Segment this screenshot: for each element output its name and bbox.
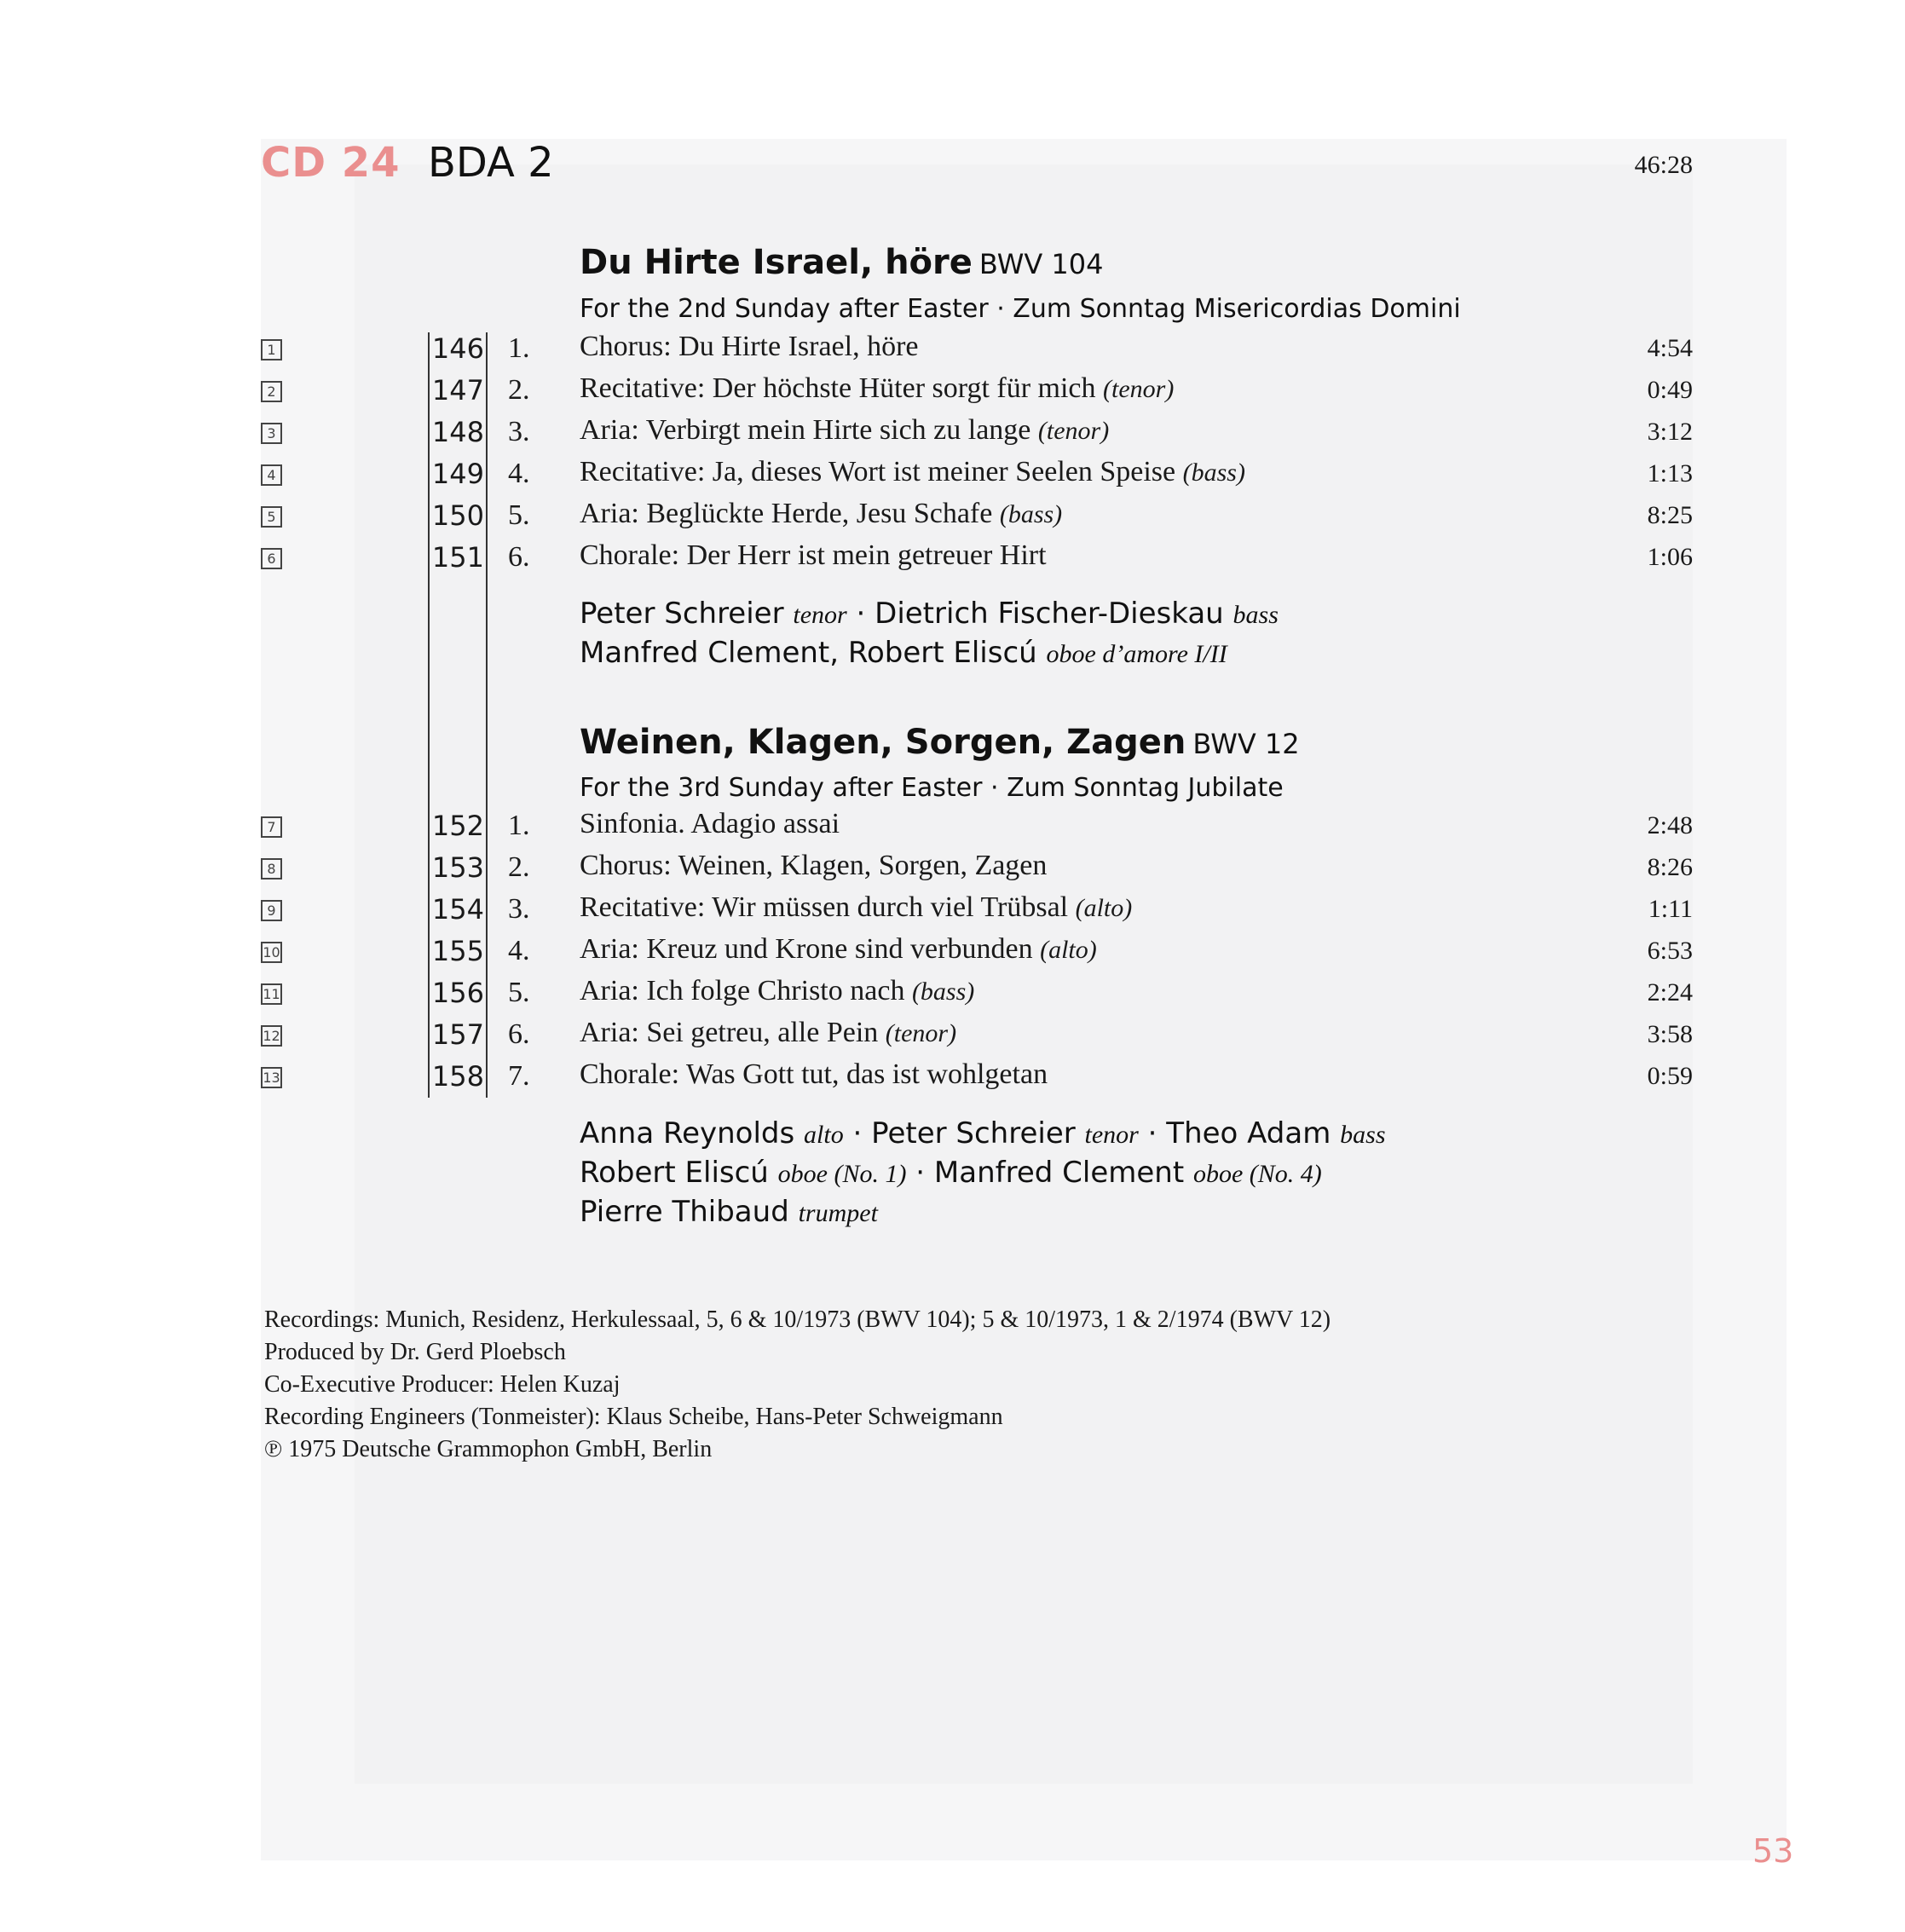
track-duration: 0:59 [1647, 1062, 1693, 1090]
performer-line [580, 636, 1227, 670]
performer-line: Anna Reynolds alto · Peter Schreier tenor · Theo Adam bass [580, 1116, 1386, 1151]
movement-number: 4. [508, 458, 530, 489]
performer-name: Theo Adam [1166, 1116, 1331, 1151]
movement-title [580, 1017, 956, 1049]
performer-name: Peter Schreier [871, 1116, 1076, 1151]
column-rule [428, 332, 430, 1098]
movement-title-text: Aria: Kreuz und Krone sind verbunden [580, 933, 1033, 965]
track-row[interactable] [261, 372, 1693, 413]
catalog-index: 154 [431, 893, 484, 926]
performer-name: Dietrich Fischer-Dieskau [875, 597, 1224, 631]
album-code: BDA 2 [428, 139, 554, 187]
movement-number: 3. [508, 416, 530, 447]
voice-part: (bass) [1182, 458, 1245, 487]
performer-line: Peter Schreier tenor · Dietrich Fischer-Dieskau bass [580, 597, 1279, 631]
track-number-box: 9 [261, 900, 282, 921]
track-duration: 3:12 [1647, 418, 1693, 446]
track-row[interactable] [261, 539, 1693, 580]
voice-part: (tenor) [1103, 375, 1175, 403]
movement-title [580, 975, 974, 1007]
voice-part: (alto) [1075, 894, 1133, 922]
catalog-index: 153 [431, 851, 484, 884]
work-occasion: For the 2nd Sunday after Easter · Zum Sonntag Misericordias Domini [580, 294, 1461, 324]
track-row[interactable] [261, 1017, 1693, 1058]
performer-line: Robert Eliscú oboe (No. 1) · Manfred Clement oboe (No. 4) [580, 1156, 1322, 1190]
movement-title-text: Sinfonia. Adagio assai [580, 808, 840, 839]
movement-number: 2. [508, 374, 530, 406]
performer-role: bass [1232, 601, 1279, 629]
track-number-box: 12 [261, 1025, 282, 1047]
movement-number: 2. [508, 851, 530, 883]
track-number-box: 8 [261, 858, 282, 879]
movement-title [580, 372, 1174, 405]
performer-name: Pierre Thibaud [580, 1195, 789, 1229]
credit-line: Recordings: Munich, Residenz, Herkulessaal, 5, 6 & 10/1973 (BWV 104); 5 & 10/1973, 1 & 2/1974 (BWV 12) [264, 1306, 1331, 1333]
voice-part: (tenor) [885, 1019, 957, 1047]
track-duration: 3:58 [1647, 1020, 1693, 1048]
performer-name: Manfred Clement, Robert Eliscú [580, 636, 1037, 670]
movement-title-text: Recitative: Wir müssen durch viel Trübsal [580, 891, 1069, 923]
track-duration: 0:49 [1647, 376, 1693, 404]
movement-title-text: Recitative: Ja, dieses Wort ist meiner Seelen Speise [580, 456, 1176, 487]
movement-title [580, 850, 1047, 882]
performer-name: Robert Eliscú [580, 1156, 769, 1190]
catalog-index: 157 [431, 1018, 484, 1051]
recording-credits [264, 1304, 1331, 1466]
performer-role: bass [1340, 1121, 1386, 1149]
track-duration: 8:25 [1647, 501, 1693, 529]
catalog-index: 152 [431, 810, 484, 842]
performer-role: alto [804, 1121, 844, 1149]
track-number-box: 6 [261, 548, 282, 569]
catalog-index: 150 [431, 499, 484, 532]
movement-title-text: Aria: Sei getreu, alle Pein [580, 1017, 879, 1048]
credit-line: Produced by Dr. Gerd Ploebsch [264, 1339, 566, 1365]
track-number-box: 11 [261, 983, 282, 1005]
performer-name: Anna Reynolds [580, 1116, 795, 1151]
performer-role: trumpet [798, 1199, 878, 1227]
track-row[interactable] [261, 414, 1693, 455]
track-number-box: 10 [261, 942, 282, 963]
credit-line: Recording Engineers (Tonmeister): Klaus Scheibe, Hans-Peter Schweigmann [264, 1404, 1003, 1430]
performer-role: tenor [793, 601, 847, 629]
catalog-index: 149 [431, 458, 484, 490]
catalog-index: 158 [431, 1060, 484, 1093]
catalog-index: 156 [431, 977, 484, 1009]
movement-title [580, 808, 840, 840]
track-row[interactable] [261, 1058, 1693, 1099]
credit-line: ℗ 1975 Deutsche Grammophon GmbH, Berlin [264, 1436, 713, 1462]
movement-title-text: Aria: Verbirgt mein Hirte sich zu lange [580, 414, 1031, 446]
movement-title-text: Chorale: Was Gott tut, das ist wohlgetan [580, 1058, 1048, 1090]
track-row[interactable] [261, 850, 1693, 891]
work-title-text: Weinen, Klagen, Sorgen, Zagen [580, 723, 1186, 762]
track-duration: 8:26 [1647, 853, 1693, 881]
track-duration: 4:54 [1647, 334, 1693, 362]
movement-title-text: Chorus: Du Hirte Israel, höre [580, 331, 919, 362]
movement-title-text: Recitative: Der höchste Hüter sorgt für mich [580, 372, 1096, 404]
performer-role: oboe (No. 1) [777, 1160, 907, 1188]
movement-title [580, 539, 1047, 572]
page-number: 53 [1752, 1832, 1794, 1870]
track-duration: 1:06 [1647, 543, 1693, 571]
movement-title-text: Aria: Beglückte Herde, Jesu Schafe [580, 498, 993, 529]
track-number-box: 5 [261, 506, 282, 528]
movement-number: 5. [508, 977, 530, 1008]
movement-title-text: Aria: Ich folge Christo nach [580, 975, 905, 1006]
track-row[interactable] [261, 975, 1693, 1016]
catalog-index: 155 [431, 935, 484, 967]
movement-number: 6. [508, 1018, 530, 1050]
track-row[interactable] [261, 891, 1693, 932]
movement-title-text: Chorale: Der Herr ist mein getreuer Hirt [580, 539, 1047, 571]
track-number-box: 1 [261, 339, 282, 360]
track-row[interactable] [261, 933, 1693, 974]
voice-part: (alto) [1040, 936, 1097, 964]
movement-number: 6. [508, 541, 530, 573]
track-duration: 1:11 [1648, 895, 1693, 923]
track-row[interactable] [261, 498, 1693, 539]
catalog-index: 148 [431, 416, 484, 448]
performer-role: oboe d’amore I/II [1046, 640, 1227, 668]
credit-line: Co-Executive Producer: Helen Kuzaj [264, 1371, 621, 1398]
track-number-box: 3 [261, 423, 282, 444]
track-number-box: 7 [261, 816, 282, 838]
movement-title [580, 331, 919, 363]
movement-number: 5. [508, 499, 530, 531]
track-row[interactable] [261, 456, 1693, 497]
movement-number: 7. [508, 1060, 530, 1092]
track-duration: 2:48 [1647, 811, 1693, 839]
voice-part: (bass) [999, 500, 1063, 528]
voice-part: (tenor) [1037, 417, 1110, 445]
total-duration: 46:28 [1634, 151, 1693, 179]
catalog-index: 146 [431, 332, 484, 365]
performer-name: Manfred Clement [933, 1156, 1185, 1190]
track-number-box: 2 [261, 381, 282, 402]
bwv-number: BWV 12 [1192, 728, 1300, 760]
voice-part: (bass) [911, 978, 975, 1006]
column-rule [486, 332, 488, 1098]
catalog-index: 147 [431, 374, 484, 407]
movement-number: 3. [508, 893, 530, 925]
movement-number: 1. [508, 810, 530, 841]
cd-number: CD 24 [261, 139, 401, 187]
track-row[interactable] [261, 331, 1693, 372]
track-number-box: 4 [261, 464, 282, 486]
bwv-number: BWV 104 [978, 248, 1104, 280]
work-title-text: Du Hirte Israel, höre [580, 243, 973, 282]
track-row[interactable] [261, 808, 1693, 849]
performer-role: oboe (No. 4) [1192, 1160, 1322, 1188]
movement-title [580, 933, 1097, 966]
performer-line [580, 1195, 878, 1229]
catalog-index: 151 [431, 541, 484, 574]
movement-number: 1. [508, 332, 530, 364]
track-duration: 1:13 [1647, 459, 1693, 487]
track-number-box: 13 [261, 1067, 282, 1088]
work-title [580, 243, 1103, 282]
page-header [261, 139, 1693, 190]
movement-title [580, 498, 1062, 530]
movement-number: 4. [508, 935, 530, 966]
movement-title [580, 414, 1109, 447]
movement-title [580, 456, 1245, 488]
performer-role: tenor [1084, 1121, 1139, 1149]
track-duration: 2:24 [1647, 978, 1693, 1006]
track-duration: 6:53 [1647, 937, 1693, 965]
work-occasion: For the 3rd Sunday after Easter · Zum Sonntag Jubilate [580, 773, 1284, 803]
work-title [580, 723, 1300, 762]
movement-title [580, 891, 1132, 924]
movement-title [580, 1058, 1048, 1091]
performer-name: Peter Schreier [580, 597, 784, 631]
movement-title-text: Chorus: Weinen, Klagen, Sorgen, Zagen [580, 850, 1048, 881]
